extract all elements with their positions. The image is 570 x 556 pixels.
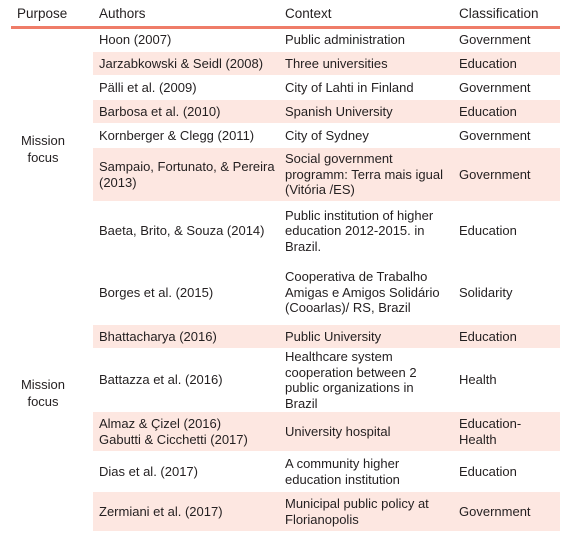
table-row	[11, 148, 560, 202]
cell-context: Spanish University	[279, 100, 453, 124]
purpose-label: Mission focus	[20, 376, 66, 409]
cell-classification: Government	[453, 76, 560, 100]
cell-authors: Battazza et al. (2016)	[93, 349, 279, 412]
cell-classification: Government	[453, 124, 560, 148]
cell-classification: Education	[453, 452, 560, 492]
cell-context: Healthcare system cooperation between 2 public organizations in Brazil	[279, 349, 453, 412]
cell-authors: Zermiani et al. (2017)	[93, 492, 279, 532]
cell-authors: Borges et al. (2015)	[93, 261, 279, 325]
cell-authors: Bhattacharya (2016)	[93, 325, 279, 349]
cell-classification: Government	[453, 28, 560, 52]
cell-classification: Government	[453, 148, 560, 202]
table-row	[11, 452, 560, 492]
cell-classification: Education	[453, 202, 560, 261]
cell-authors: Hoon (2007)	[93, 28, 279, 52]
table-row	[11, 52, 560, 76]
table-row	[11, 28, 560, 52]
cell-context: Public institution of higher education 2012-2015. in Brazil.	[279, 202, 453, 261]
cell-context: City of Sydney	[279, 124, 453, 148]
cell-classification: Education- Health	[453, 412, 560, 452]
table-row	[11, 325, 560, 349]
cell-authors: Kornberger & Clegg (2011)	[93, 124, 279, 148]
cell-classification: Health	[453, 349, 560, 412]
table-row	[11, 261, 560, 325]
cell-authors: Baeta, Brito, & Souza (2014)	[93, 202, 279, 261]
cell-context: Three universities	[279, 52, 453, 76]
cell-authors: Pälli et al. (2009)	[93, 76, 279, 100]
cell-classification: Education	[453, 52, 560, 76]
table-row	[11, 100, 560, 124]
cell-context: Public University	[279, 325, 453, 349]
cell-classification: Solidarity	[453, 261, 560, 325]
header-row	[11, 0, 560, 28]
header-authors: Authors	[93, 0, 279, 28]
purpose-group-1	[11, 28, 93, 202]
cell-context: Social government programm: Terra mais igual (Vitória /ES)	[279, 148, 453, 202]
cell-authors: Barbosa et al. (2010)	[93, 100, 279, 124]
table-row	[11, 202, 560, 261]
table-row	[11, 124, 560, 148]
cell-classification: Education	[453, 100, 560, 124]
table-row	[11, 76, 560, 100]
cell-context: Public administration	[279, 28, 453, 52]
purpose-label: Mission focus	[20, 133, 66, 165]
cell-authors: Almaz & Çizel (2016) Gabutti & Cicchetti (2017)	[93, 412, 279, 452]
header-context: Context	[279, 0, 453, 28]
header-classification: Classification	[453, 0, 560, 28]
cell-context: Municipal public policy at Florianopolis	[279, 492, 453, 532]
cell-context: City of Lahti in Finland	[279, 76, 453, 100]
cell-authors: Sampaio, Fortunato, & Pereira (2013)	[93, 148, 279, 202]
cell-context: University hospital	[279, 412, 453, 452]
table-row	[11, 492, 560, 532]
table-row	[11, 412, 560, 452]
cell-context: A community higher education institution	[279, 452, 453, 492]
header-purpose: Purpose	[11, 0, 93, 28]
table-row	[11, 349, 560, 412]
literature-table	[11, 0, 560, 532]
cell-context: Cooperativa de Trabalho Amigas e Amigos Solidário (Cooarlas)/ RS, Brazil	[279, 261, 453, 325]
cell-classification: Government	[453, 492, 560, 532]
cell-authors: Dias et al. (2017)	[93, 452, 279, 492]
cell-authors: Jarzabkowski & Seidl (2008)	[93, 52, 279, 76]
purpose-group-2	[11, 202, 93, 532]
cell-classification: Education	[453, 325, 560, 349]
